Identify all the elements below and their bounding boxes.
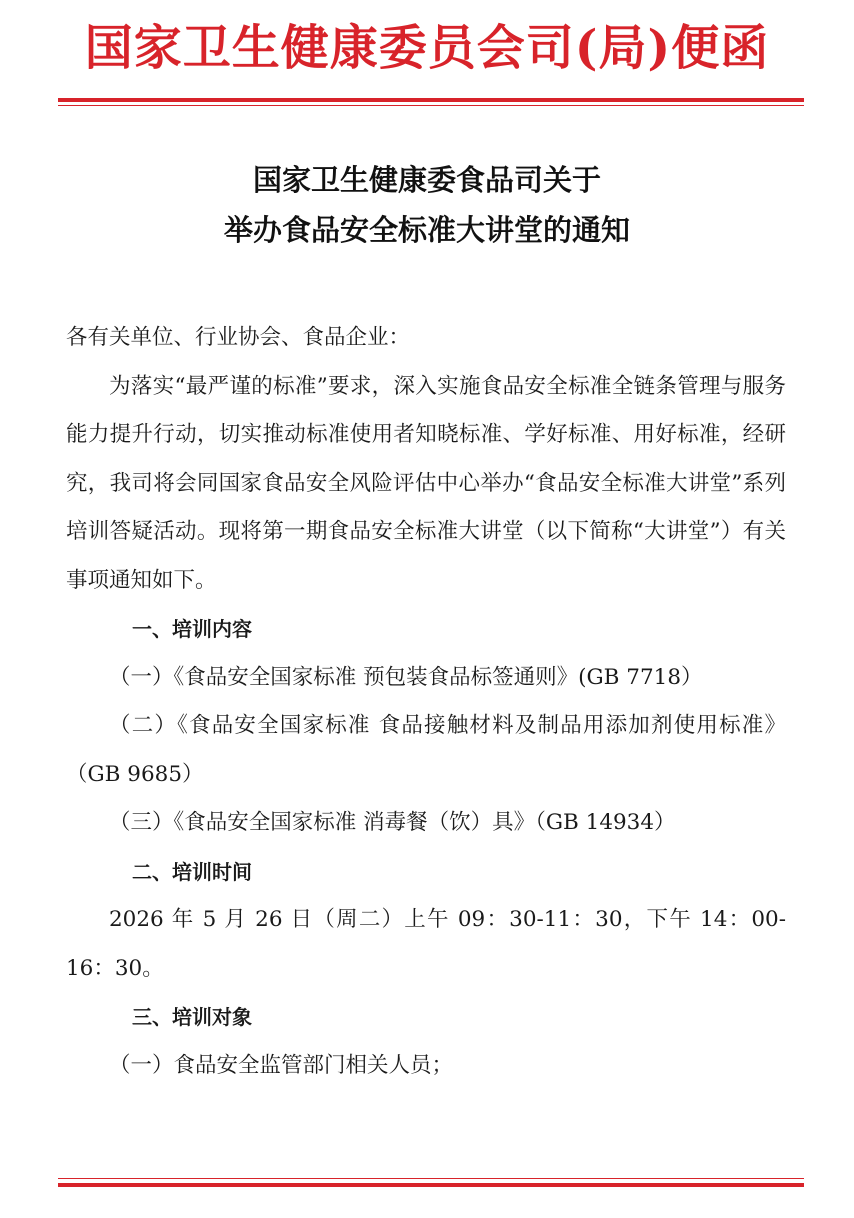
notice-title-line-1: 国家卫生健康委食品司关于 [252,163,601,197]
notice-body [66,314,786,1090]
content-item-2: （二）《食品安全国家标准 食品接触材料及制品用添加剂使用标准》（GB 9685） [66,713,786,787]
letterhead-title: 国家卫生健康委员会司(局)便函 [84,20,770,76]
footer-rule-thick [58,1183,804,1187]
section-heading-audience: 三、培训对象 [132,1005,252,1029]
section-heading-content: 一、培训内容 [132,617,252,641]
letterhead-rule-thin [58,105,804,106]
audience-item-1: （一）食品安全监管部门相关人员； [109,1052,454,1078]
notice-title-line-2: 举办食品安全标准大讲堂的通知 [223,213,630,247]
training-time-text: 2026 年 5 月 26 日（周二）上午 09：30-11：30，下午 14：00-16：30。 [66,907,786,981]
letterhead-rule-thick [58,98,804,102]
content-item-3: （三）《食品安全国家标准 消毒餐（饮）具》（GB 14934） [109,810,676,835]
intro-paragraph: 为落实“最严谨的标准”要求，深入实施食品安全标准全链条管理与服务能力提升行动，切实推动标准使用者知晓标准、学好标准、用好标准，经研究，我司将会同国家食品安全风险评估中心举办“食品安全标准大讲堂”系列培训答疑活动。现将第一期食品安全标准大讲堂（以下简称“大讲堂”）有关事项通知如下。 [66,373,786,593]
footer-rule-thin [58,1178,804,1179]
salutation: 各有关单位、行业协会、食品企业： [66,325,411,350]
content-item-1: （一）《食品安全国家标准 预包装食品标签通则》(GB 7718） [109,664,703,690]
section-heading-time: 二、培训时间 [132,859,252,884]
